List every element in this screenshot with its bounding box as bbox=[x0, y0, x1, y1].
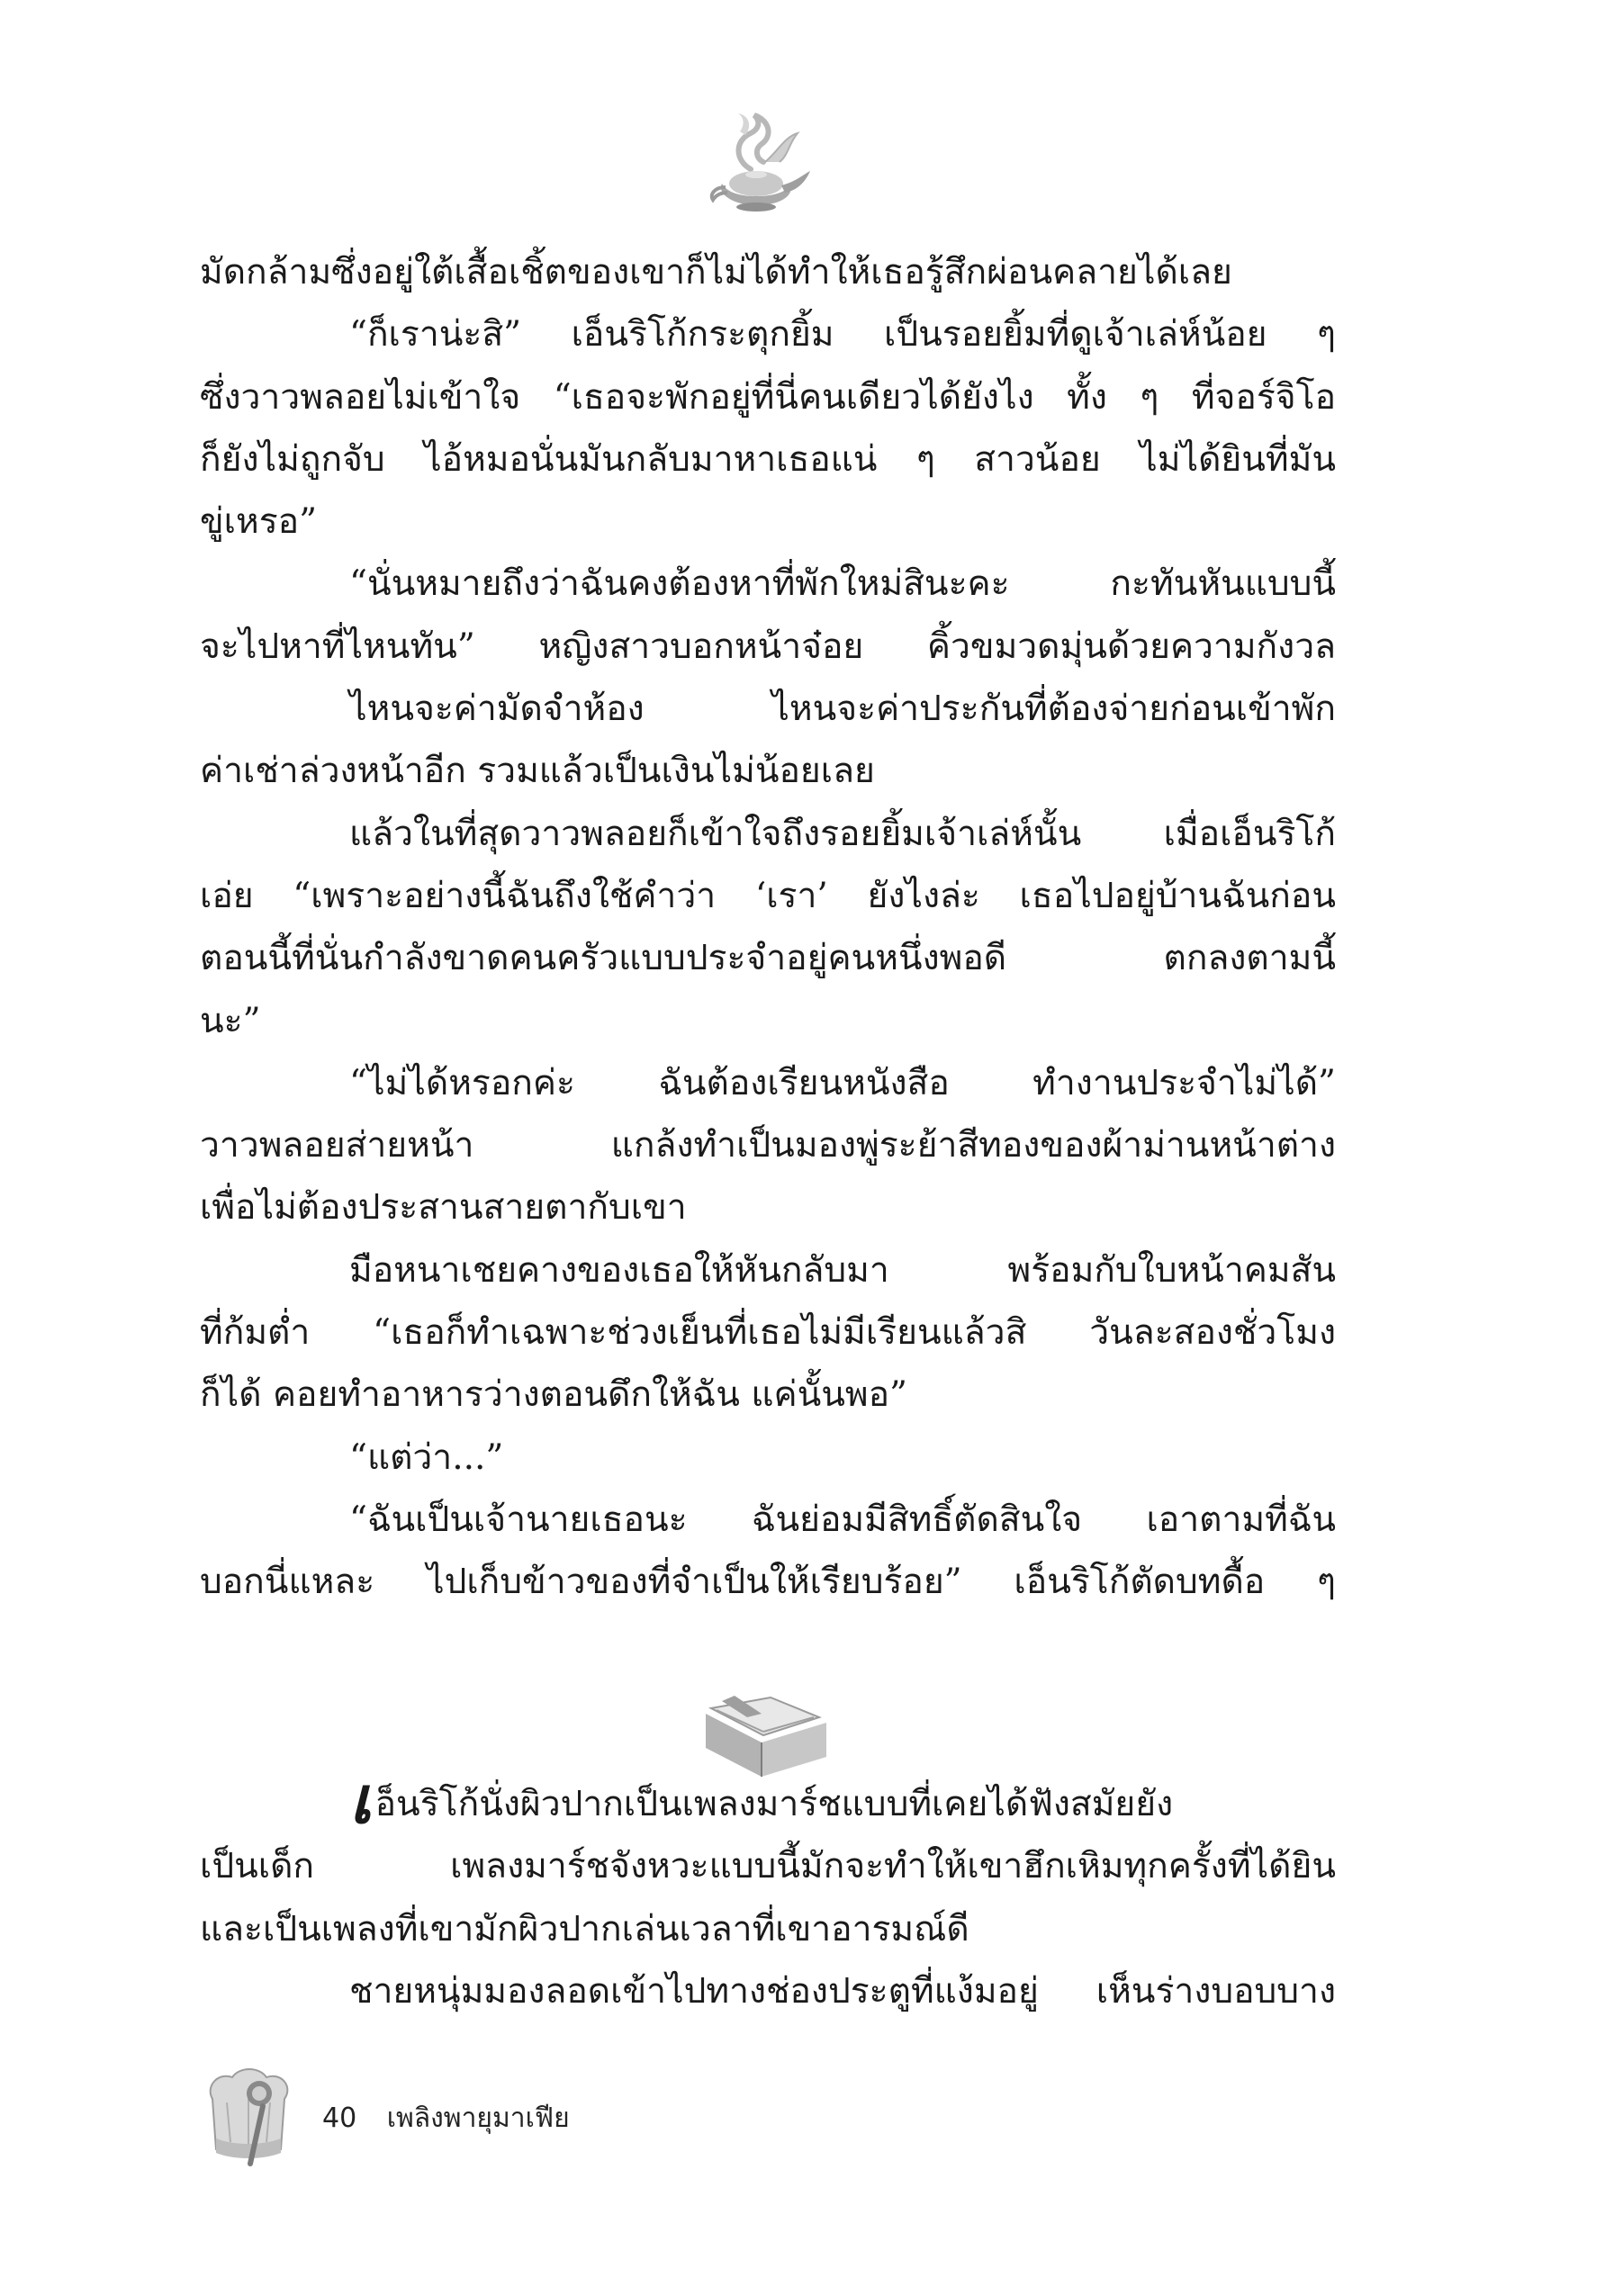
body-text-section-2 bbox=[200, 1761, 1336, 2022]
text-line: ขู่เหรอ” bbox=[200, 501, 318, 543]
text-line: บอกนี่แหละ ไปเก็บข้าวของที่จำเป็นให้เรียบร้อย” เอ็นริโก้ตัดบทดื้อ ๆ bbox=[200, 1562, 1336, 1603]
text-line bbox=[200, 1761, 1336, 1838]
text-line: วาวพลอยส่ายหน้า แกล้งทำเป็นมองพู่ระย้าสีทองของผ้าม่านหน้าต่าง bbox=[200, 1125, 1336, 1166]
page-footer bbox=[322, 2097, 570, 2139]
text-line: แล้วในที่สุดวาวพลอยก็เข้าใจถึงรอยยิ้มเจ้าเล่ห์นั้น เมื่อเอ็นริโก้ bbox=[349, 813, 1336, 854]
text-line: “นั่นหมายถึงว่าฉันคงต้องหาที่พักใหม่สินะคะ กะทันหันแบบนี้ bbox=[349, 563, 1336, 605]
text-line: นะ” bbox=[200, 1000, 261, 1041]
text-line: “ก็เราน่ะสิ” เอ็นริโก้กระตุกยิ้ม เป็นรอยยิ้มที่ดูเจ้าเล่ห์น้อย ๆ bbox=[349, 314, 1336, 356]
text-line: ที่ก้มต่ำ “เธอก็ทำเฉพาะช่วงเย็นที่เธอไม่มีเรียนแล้วสิ วันละสองชั่วโมง bbox=[200, 1312, 1336, 1354]
text-line: เป็นเด็ก เพลงมาร์ชจังหวะแบบนี้มักจะทำให้เขาฮึกเหิมทุกครั้งที่ได้ยิน bbox=[200, 1846, 1336, 1887]
text-line: ไหนจะค่ามัดจำห้อง ไหนจะค่าประกันที่ต้องจ่ายก่อนเข้าพัก bbox=[349, 689, 1336, 730]
text-line: “ฉันเป็นเจ้านายเธอนะ ฉันย่อมมีสิทธิ์ตัดสินใจ เอาตามที่ฉัน bbox=[349, 1499, 1336, 1540]
text-line: ตอนนี้ที่นั่นกำลังขาดคนครัวแบบประจำอยู่คนหนึ่งพอดี ตกลงตามนี้ bbox=[200, 938, 1336, 979]
body-text-section-1 bbox=[200, 241, 1336, 1614]
text-line: เพื่อไม่ต้องประสานสายตากับเขา bbox=[200, 1187, 687, 1229]
text-line: มือหนาเชยคางของเธอให้หันกลับมา พร้อมกับใบหน้าคมสัน bbox=[349, 1249, 1336, 1291]
drop-cap: เ bbox=[349, 1761, 372, 1838]
chef-hat-icon bbox=[200, 2066, 299, 2170]
text-line-content: อ็นริโก้นั่งผิวปากเป็นเพลงมาร์ชแบบที่เคยได้ฟังสมัยยัง bbox=[374, 1784, 1174, 1824]
text-line: จะไปหาที่ไหนทัน” หญิงสาวบอกหน้าจ๋อย คิ้วขมวดมุ่นด้วยความกังวล bbox=[200, 626, 1336, 667]
text-line: “แต่ว่า...” bbox=[349, 1436, 504, 1478]
book-title: เพลิงพายุมาเฟีย bbox=[386, 2102, 570, 2134]
genie-lamp-icon bbox=[699, 106, 816, 223]
text-line: มัดกล้ามซึ่งอยู่ใต้เสื้อเชิ้ตของเขาก็ไม่ได้ทำให้เธอรู้สึกผ่อนคลายได้เลย bbox=[200, 252, 1232, 293]
text-line: “ไม่ได้หรอกค่ะ ฉันต้องเรียนหนังสือ ทำงานประจำไม่ได้” bbox=[349, 1062, 1336, 1103]
text-line: ก็ยังไม่ถูกจับ ไอ้หมอนั่นมันกลับมาหาเธอแน่ ๆ สาวน้อย ไม่ได้ยินที่มัน bbox=[200, 438, 1336, 480]
text-line: ค่าเช่าล่วงหน้าอีก รวมแล้วเป็นเงินไม่น้อยเลย bbox=[200, 751, 875, 792]
text-line: ก็ได้ คอยทำอาหารว่างตอนดึกให้ฉัน แค่นั้นพอ” bbox=[200, 1374, 907, 1416]
text-line: เอ่ย “เพราะอย่างนี้ฉันถึงใช้คำว่า ‘เรา’ ยังไงล่ะ เธอไปอยู่บ้านฉันก่อน bbox=[200, 875, 1336, 916]
text-line: ชายหนุ่มมองลอดเข้าไปทางช่องประตูที่แง้มอยู่ เห็นร่างบอบบาง bbox=[349, 1970, 1336, 2012]
book-icon bbox=[699, 1687, 834, 1786]
text-line: และเป็นเพลงที่เขามักผิวปากเล่นเวลาที่เขาอารมณ์ดี bbox=[200, 1908, 969, 1949]
page-number: 40 bbox=[322, 2102, 357, 2134]
text-line: ซึ่งวาวพลอยไม่เข้าใจ “เธอจะพักอยู่ที่นี่คนเดียวได้ยังไง ทั้ง ๆ ที่จอร์จิโอ bbox=[200, 376, 1336, 418]
